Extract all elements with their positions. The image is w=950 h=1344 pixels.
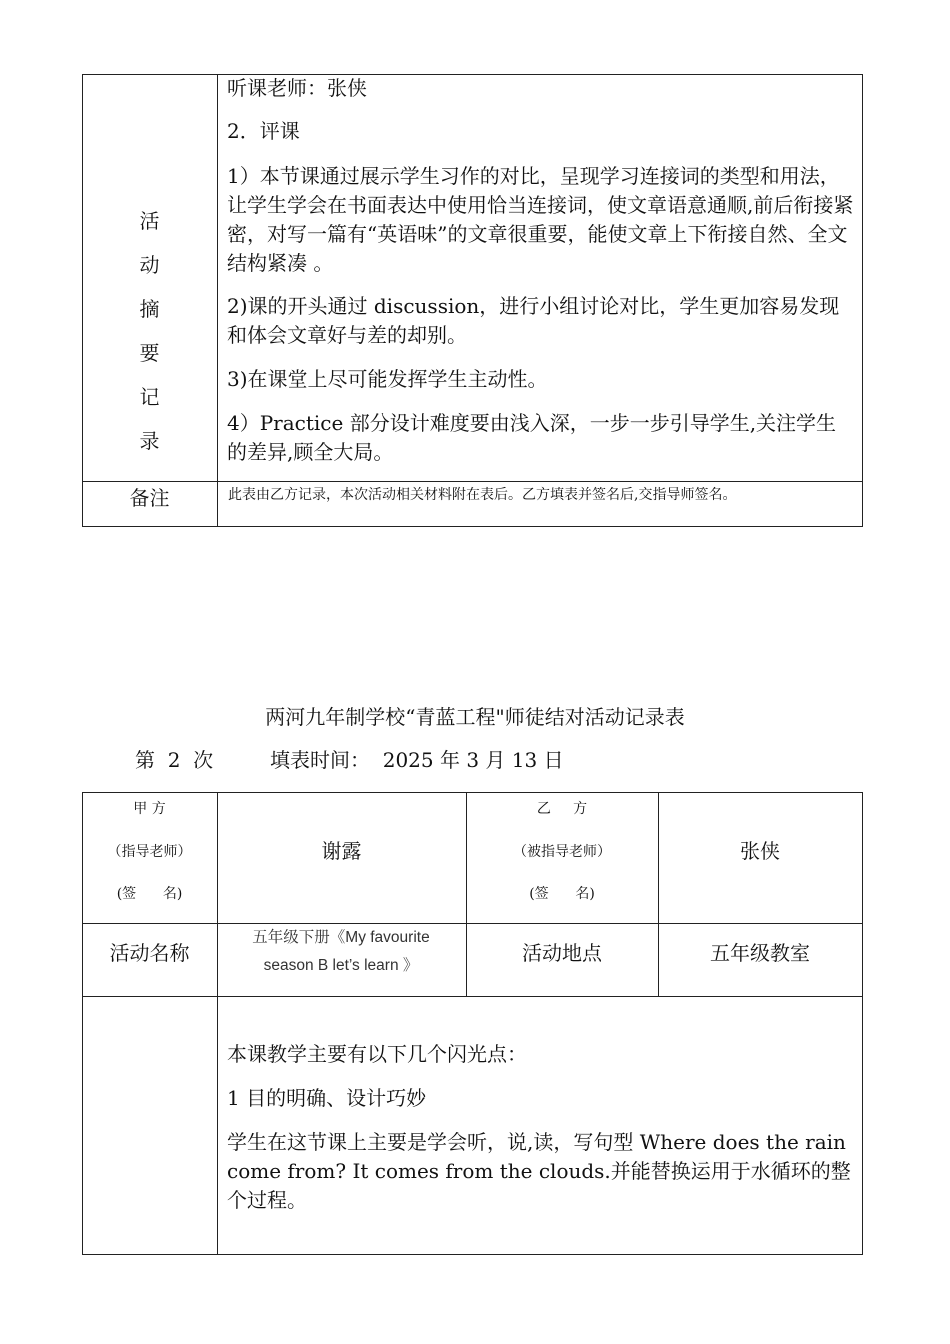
review-point-2: 2)课的开头通过 discussion，进行小组讨论对比，学生更加容易发现和体会文章好与差的却别。: [227, 294, 840, 347]
activity-name-value: 五年级下册《My favourite season B let’s learn 》: [252, 929, 430, 974]
table-border-top: [82, 74, 863, 75]
party-a-sign-label: (签 名): [116, 886, 183, 902]
side-label-char: 记: [139, 385, 160, 409]
side-label-char: 动: [139, 253, 160, 277]
party-b-sign-label: (签 名): [529, 886, 595, 902]
form-title: 两河九年制学校“青蓝工程"师徒结对活动记录表: [265, 705, 685, 729]
observer-line: 听课老师：张侠: [227, 76, 367, 100]
table-border-row: [82, 996, 863, 997]
review-point-1: 1）本节课通过展示学生习作的对比，呈现学习连接词的类型和用法，让学生学会在书面表达中使用恰当连接词，使文章语意通顺,前后衔接紧密，对写一篇有“英语味”的文章很重要，能使文章上下衔接自然、全文结构紧凑 。: [227, 164, 854, 275]
activity-name-label: 活动名称: [109, 940, 190, 965]
side-label-char: 摘: [139, 297, 160, 321]
session-label: 第 2 次: [135, 748, 214, 772]
review-point-3: 3)在课堂上尽可能发挥学生主动性。: [227, 367, 548, 391]
table-border-bottom: [82, 1254, 863, 1255]
remarks-text: 此表由乙方记录，本次活动相关材料附在表后。乙方填表并签名后,交指导师签名。: [228, 487, 737, 503]
activity-place-label: 活动地点: [522, 940, 602, 965]
side-label-char: 活: [139, 209, 160, 233]
remarks-label: 备注: [129, 485, 170, 510]
section-title: 2．评课: [227, 119, 300, 143]
party-b-label: 乙 方: [536, 801, 588, 817]
party-b-role: （被指导老师）: [513, 844, 611, 860]
table-border-right: [862, 792, 863, 1255]
table-border-bottom: [82, 526, 863, 527]
party-a-label: 甲 方: [133, 801, 166, 817]
content-point-1: 1 目的明确、设计巧妙: [227, 1086, 427, 1110]
content-intro: 本课教学主要有以下几个闪光点：: [227, 1042, 527, 1066]
party-a-name: 谢露: [321, 839, 362, 863]
review-point-4: 4）Practice 部分设计难度要由浅入深，一步一步引导学生,关注学生的差异,顾全大局。: [227, 411, 837, 464]
activity-place-value: 五年级教室: [710, 940, 810, 965]
side-label-char: 要: [139, 341, 160, 365]
party-a-role: （指导老师）: [107, 844, 192, 860]
table-border-right: [862, 74, 863, 527]
table-border-divider: [217, 74, 218, 527]
party-b-name: 张侠: [740, 839, 780, 863]
fill-date: 填表时间： 2025 年 3 月 13 日: [270, 748, 564, 772]
side-label-char: 录: [139, 429, 160, 453]
content-text: 学生在这节课上主要是学会听，说,读，写句型 Where does the rain come from? It comes from the clouds.并能替换运用于水循环的整个过程。: [227, 1130, 851, 1212]
